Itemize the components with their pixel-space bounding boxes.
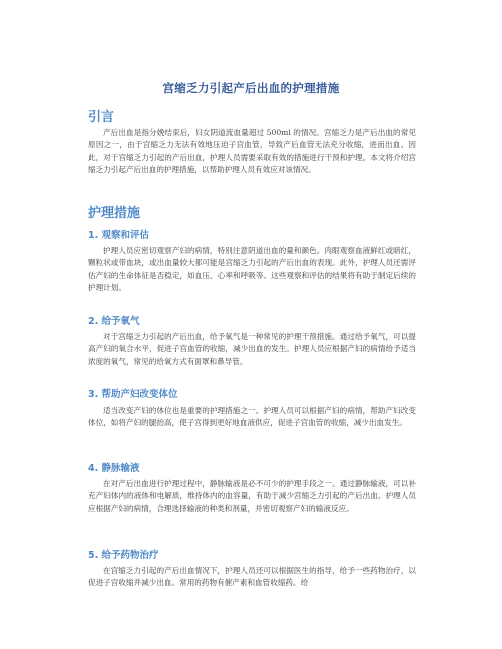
document-title: 宫缩乏力引起产后出血的护理措施	[162, 81, 340, 95]
position-paragraph: 适当改变产妇的体位也是重要的护理措施之一。护理人员可以根据产妇的病情，帮助产妇改变体位，如将产妇的腿抬高，使子宫得到更好地血液供应，促进子宫血管的收缩，减少出血发生。	[88, 406, 416, 428]
subsection-heading-medication: 5. 给予药物治疗	[88, 550, 159, 561]
infusion-paragraph: 在对产后出血进行护理过程中，静脉输液是必不可少的护理手段之一。通过静脉输液，可以补充产妇体内的液体和电解质，维持体内的血容量，有助于减少宫缩乏力引起的产后出血。护理人员应根据产妇的病情，合理选择输液的种类和剂量，并密切观察产妇的输液反应。	[88, 479, 416, 513]
subsection-heading-oxygen: 2. 给予氧气	[88, 316, 140, 327]
oxygen-paragraph: 对于宫缩乏力引起的产后出血，给予氧气是一种常见的护理干预措施。通过给予氧气，可以提高产妇的氧合水平，促进子宫血管的收缩，减少出血的发生。护理人员应根据产妇的病情给予适当浓度的氧气，常见的给氧方式有面罩和鼻导管。	[88, 332, 416, 366]
section-heading-intro: 引言	[88, 110, 115, 125]
subsection-heading-infusion: 4. 静脉输液	[88, 463, 140, 474]
intro-paragraph: 产后出血是指分娩结束后，妇女阴道流血量超过 500ml 的情况。宫缩乏力是产后出血的常见原因之一，由于宫缩乏力无法有效地压迫子宫血管，导致产后血管无法充分收缩，进而出血。因此，对于宫缩乏力引起的产后出血，护理人员需要采取有效的措施进行干预和护理。本文将介绍宫缩乏力引起产后出血的护理措施，以帮助护理人员有效应对该情况。	[88, 128, 416, 174]
subsection-heading-observe: 1. 观察和评估	[88, 230, 150, 241]
section-heading-measures: 护理措施	[88, 206, 141, 221]
subsection-heading-position: 3. 帮助产妇改变体位	[88, 389, 178, 400]
observe-paragraph: 护理人员应密切观察产妇的病情，特别注意阴道出血的量和颜色。肉眼观察血液鲜红或暗红，颗粒状或带血块，或出血量较大都可能是宫缩乏力引起的产后出血的表现。此外，护理人员还需评估产妇的生命体征是否稳定，如血压、心率和呼吸等。这些观察和评估的结果将有助于制定后续的护理计划。	[88, 246, 416, 292]
medication-paragraph: 在宫缩乏力引起的产后出血情况下，护理人员还可以根据医生的指导，给予一些药物治疗，以促进子宫收缩并减少出血。常用的药物有催产素和血管收缩药。给	[88, 566, 416, 588]
